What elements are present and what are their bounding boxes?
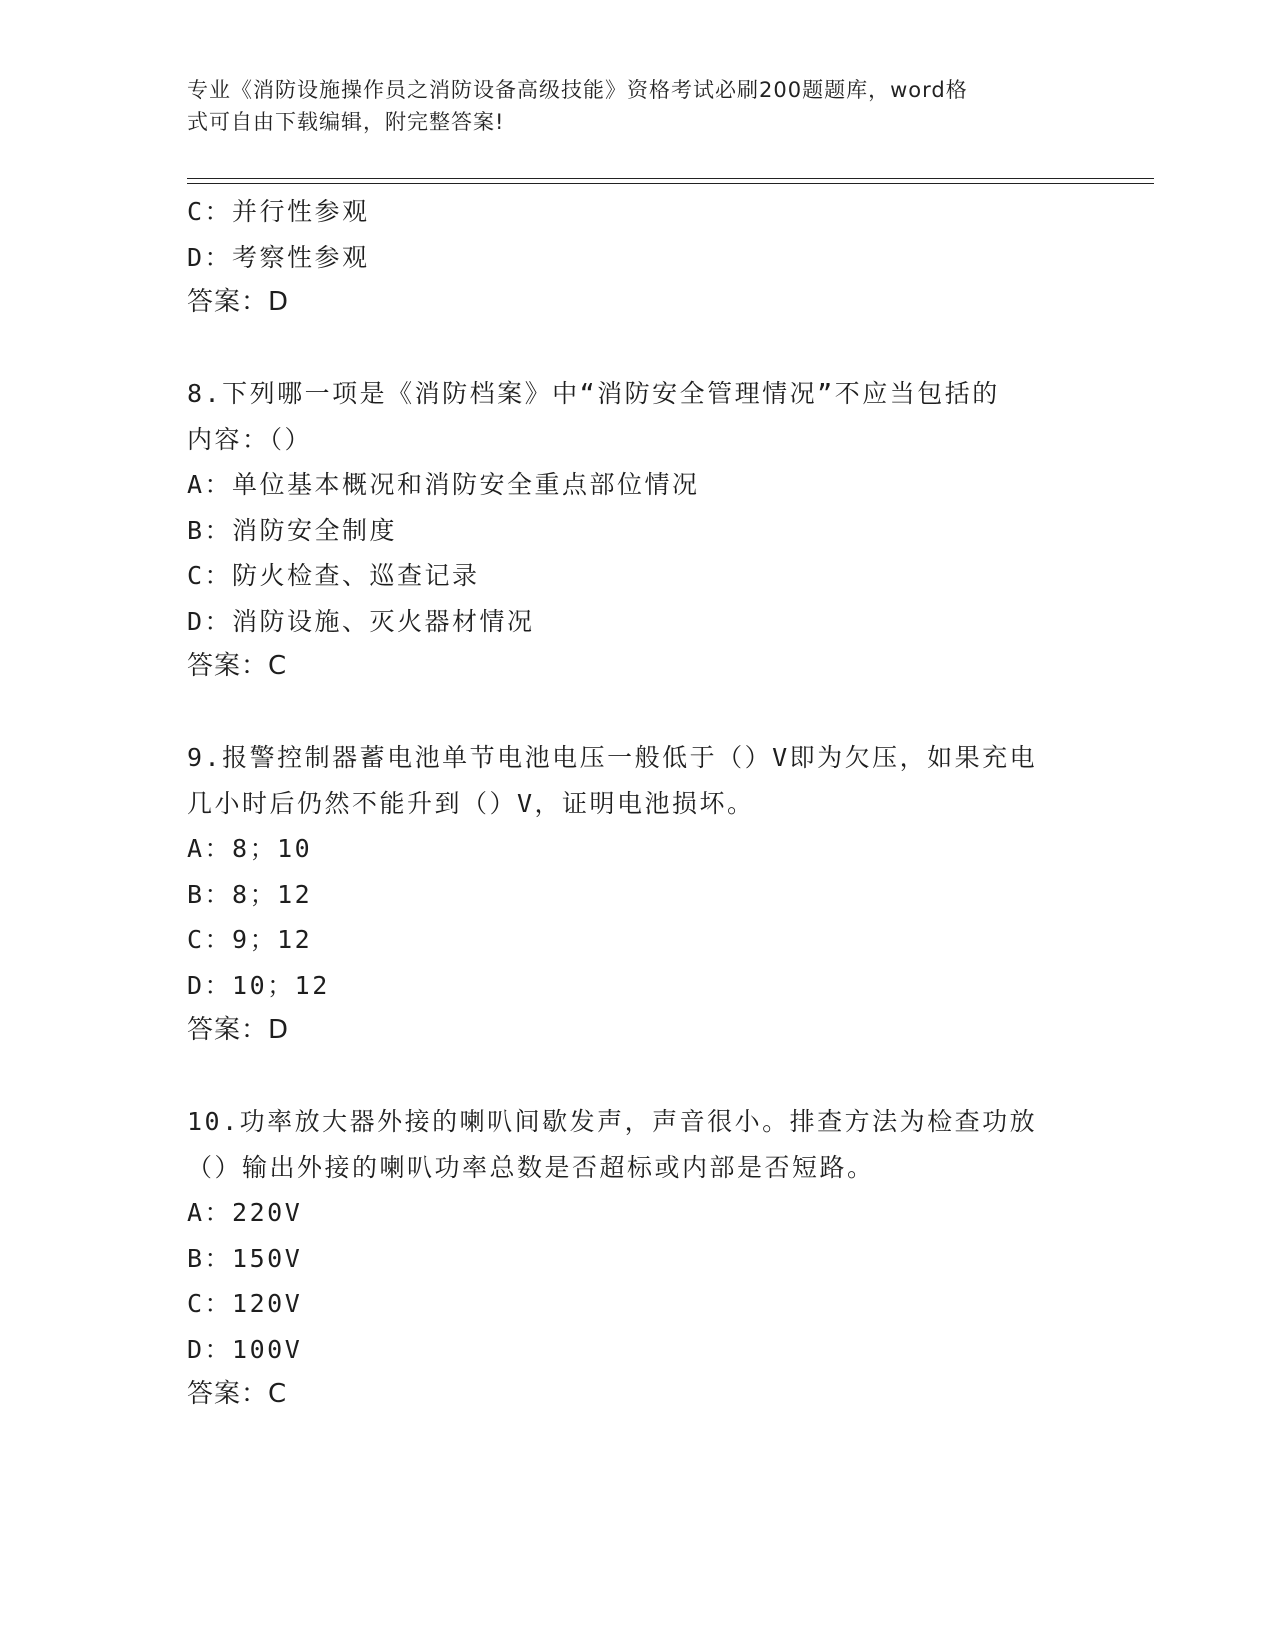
answer-line: 答案：C xyxy=(187,1379,288,1409)
option-c: C：9；12 xyxy=(187,925,313,954)
question-10 xyxy=(187,1099,1087,1418)
option-d: D：100V xyxy=(187,1334,303,1364)
header-line-2: 式可自由下载编辑，附完整答案! xyxy=(187,110,505,134)
answer-line: 答案：D xyxy=(187,1015,290,1045)
question-stem: 内容：（） xyxy=(187,424,313,454)
option-d: D：10；12 xyxy=(187,970,330,1000)
question-gap xyxy=(187,326,1087,372)
option-b: B：8；12 xyxy=(187,879,313,909)
question-stem: 8.下列哪一项是《消防档案》中“消防安全管理情况”不应当包括的 xyxy=(187,379,1000,408)
answer-line: 答案：C xyxy=(187,651,288,681)
question-stem: 10.功率放大器外接的喇叭间歇发声，声音很小。排查方法为检查功放 xyxy=(187,1107,1038,1136)
option-c: C：防火检查、巡查记录 xyxy=(187,561,480,590)
question-gap xyxy=(187,1054,1087,1100)
header-divider-thin xyxy=(187,183,1154,184)
option-d: D：考察性参观 xyxy=(187,242,370,272)
document-header xyxy=(187,74,1067,138)
question-9 xyxy=(187,735,1087,1054)
header-divider-thick xyxy=(187,178,1154,179)
question-stem: 几小时后仍然不能升到（）V，证明电池损坏。 xyxy=(187,788,755,818)
question-8 xyxy=(187,371,1087,690)
option-b: B：消防安全制度 xyxy=(187,515,398,545)
option-c: C：并行性参观 xyxy=(187,197,370,226)
option-a: A：单位基本概况和消防安全重点部位情况 xyxy=(187,470,700,499)
option-a: A：8；10 xyxy=(187,834,313,863)
option-b: B：150V xyxy=(187,1243,303,1273)
question-stem: 9.报警控制器蓄电池单节电池电压一般低于（）V即为欠压，如果充电 xyxy=(187,743,1038,772)
answer-line: 答案：D xyxy=(187,287,290,317)
question-list xyxy=(187,189,1087,1418)
option-c: C：120V xyxy=(187,1289,303,1318)
option-a: A：220V xyxy=(187,1198,303,1227)
question-stem: （）输出外接的喇叭功率总数是否超标或内部是否短路。 xyxy=(187,1152,875,1182)
question-gap xyxy=(187,690,1087,736)
option-d: D：消防设施、灭火器材情况 xyxy=(187,606,535,636)
question-7-tail xyxy=(187,189,1087,326)
header-line-1: 专业《消防设施操作员之消防设备高级技能》资格考试必刷200题题库，word格 xyxy=(187,78,968,102)
